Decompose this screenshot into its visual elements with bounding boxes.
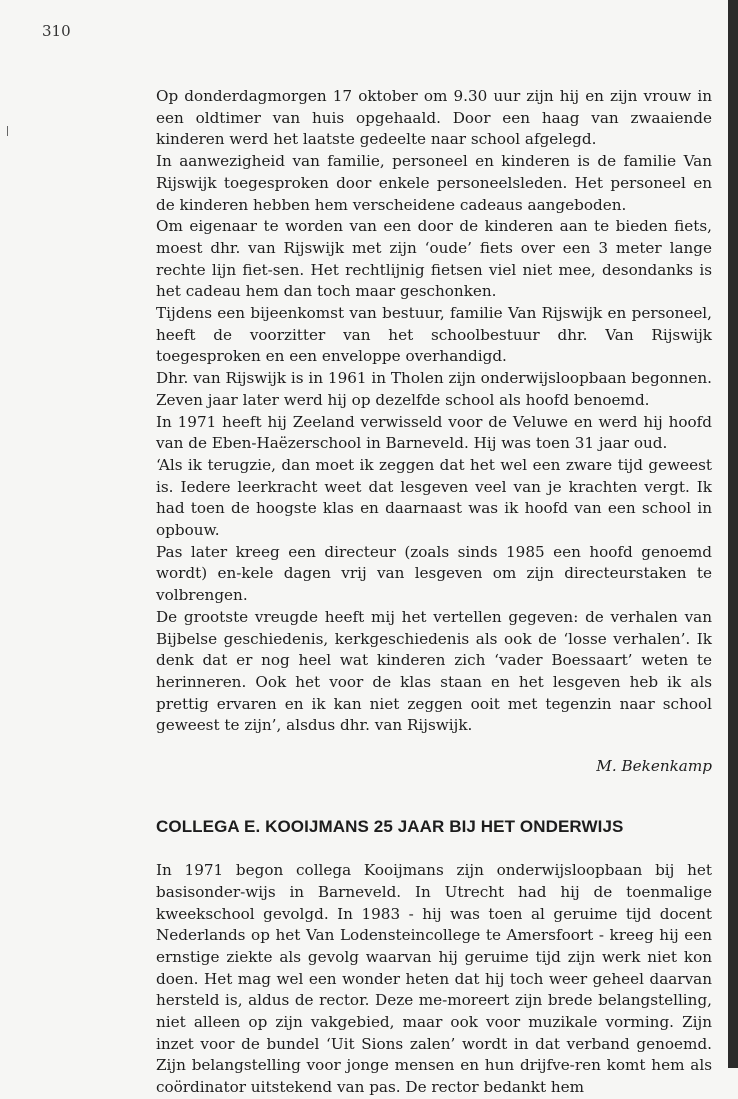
article-heading: COLLEGA E. KOOIJMANS 25 JAAR BIJ HET ONDERWIJS xyxy=(156,817,624,837)
paragraph: Pas later kreeg een directeur (zoals sinds 1985 een hoofd genoemd wordt) en-kele dagen vrij van lesgeven om zijn directeurstaken te volbrengen. xyxy=(156,542,712,605)
author-signature: M. Bekenkamp xyxy=(596,757,712,776)
article-kooijmans xyxy=(156,817,712,1099)
page-content xyxy=(156,86,712,1099)
paragraph: Om eigenaar te worden van een door de kinderen aan te bieden fiets, moest dhr. van Rijswijk met zijn ‘oude’ fiets over een 3 meter lange rechte lijn fiet-sen. Het rechtlijnig fietsen viel niet mee, desondanks is het cadeau hem dan toch maar geschonken. xyxy=(156,217,712,301)
paragraph: ‘Als ik terugzie, dan moet ik zeggen dat het wel een zware tijd geweest is. Iedere leerkracht weet dat lesgeven veel van je krachten vergt. Ik had toen de hoogste klas en daarnaast was ik hoofd van een school in opbouw. xyxy=(156,455,712,540)
paragraph: In 1971 heeft hij Zeeland verwisseld voor de Veluwe en werd hij hoofd van de Eben-Haëzerschool in Barneveld. Hij was toen 31 jaar oud. xyxy=(156,412,712,453)
paragraph: De grootste vreugde heeft mij het vertellen gegeven: de verhalen van Bijbelse geschiedenis, kerkgeschiedenis als ook de ‘losse verhalen’. Ik denk dat er nog heel wat kinderen zich ‘vader Boessaart’ weten te herinneren. Ook het voor de klas staan en het lesgeven heb ik als prettig ervaren en ik kan niet zeggen ooit met tegenzin naar school geweest te zijn’, alsdus dhr. van Rijswijk. xyxy=(156,607,712,735)
paragraph: Op donderdagmorgen 17 oktober om 9.30 uur zijn hij en zijn vrouw in een oldtimer van huis opgehaald. Door een haag van zwaaiende kinderen werd het laatste gedeelte naar school afgelegd. xyxy=(156,87,712,149)
paragraph: Dhr. van Rijswijk is in 1961 in Tholen zijn onderwijsloopbaan begonnen. Zeven jaar later werd hij op dezelfde school als hoofd benoemd. xyxy=(156,369,712,409)
page-edge-shadow xyxy=(728,0,738,1068)
paragraph: Tijdens een bijeenkomst van bestuur, familie Van Rijswijk en personeel, heeft de voorzitter van het schoolbestuur dhr. Van Rijswijk toegesproken en een enveloppe overhandigd. xyxy=(156,304,712,366)
paragraph: In aanwezigheid van familie, personeel en kinderen is de familie Van Rijswijk toegesproken door enkele personeelsleden. Het personeel en de kinderen hebben hem verscheidene cadeaus aangeboden. xyxy=(156,152,712,214)
article-van-rijswijk xyxy=(156,86,712,777)
scan-mark xyxy=(7,126,8,136)
page-number: 310 xyxy=(42,22,71,40)
paragraph: In 1971 begon collega Kooijmans zijn onderwijsloopbaan bij het basisonder-wijs in Barneveld. In Utrecht had hij de toenmalige kweekschool gevolgd. In 1983 - hij was toen al geruime tijd docent Nederlands op het Van Lodensteincollege te Amersfoort - kreeg hij een ernstige ziekte als gevolg waarvan hij geruime tijd zijn werk niet kon doen. Het mag wel een wonder heten dat hij toch weer geheel daarvan hersteld is, aldus de rector. Deze me-moreert zijn brede belangstelling, niet alleen op zijn vakgebied, maar ook voor muzikale vorming. Zijn inzet voor de bundel ‘Uit Sions zalen’ wordt in dat verband genoemd. Zijn belangstelling voor jonge mensen en hun drijfve-ren komt hem als coördinator uitstekend van pas. De rector bedankt hem xyxy=(156,861,712,1097)
